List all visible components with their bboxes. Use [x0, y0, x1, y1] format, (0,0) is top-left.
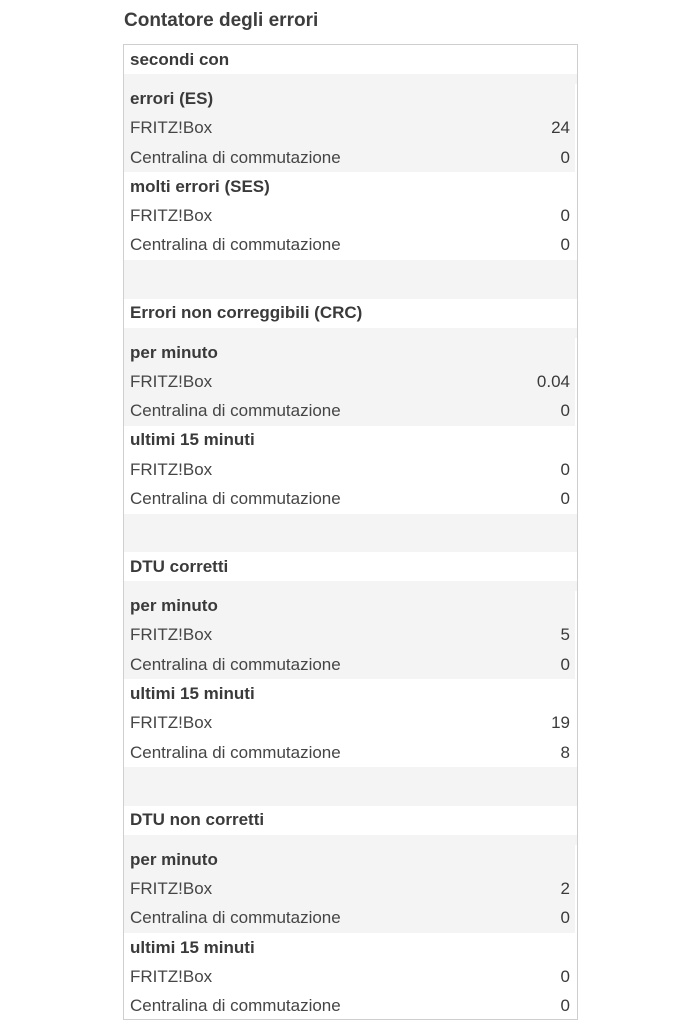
row-value: 0 — [560, 206, 570, 226]
subsection-last-15-min — [124, 679, 575, 708]
section-spacer — [124, 767, 577, 806]
table-row — [124, 904, 575, 933]
subsection-label: per minuto — [130, 342, 218, 362]
table-row — [124, 709, 575, 738]
table-row — [124, 367, 575, 396]
row-value: 0 — [560, 489, 570, 508]
subsection-per-minute — [124, 338, 575, 367]
subsection-label: ultimi 15 minuti — [130, 937, 255, 957]
section-spacer — [124, 514, 577, 553]
row-label: FRITZ!Box — [130, 713, 213, 733]
subsection-es — [124, 84, 575, 113]
row-label: Centralina di commutazione — [130, 908, 341, 928]
row-value: 0 — [560, 459, 570, 479]
table-row — [124, 114, 575, 143]
table-row — [124, 231, 575, 260]
divider — [124, 835, 577, 845]
section-title: DTU non corretti — [130, 810, 265, 830]
row-label: Centralina di commutazione — [130, 489, 341, 508]
subsection-per-minute — [124, 591, 575, 620]
section-header-secondi — [124, 45, 575, 74]
table-row — [124, 201, 575, 230]
subsection-label: ultimi 15 minuti — [130, 430, 255, 450]
section-title: Errori non correggibili (CRC) — [130, 303, 363, 323]
row-label: Centralina di commutazione — [130, 401, 341, 421]
row-value: 19 — [551, 713, 570, 733]
divider — [124, 74, 577, 84]
row-value: 0 — [560, 235, 570, 255]
row-label: FRITZ!Box — [130, 878, 213, 898]
section-title: DTU corretti — [130, 556, 229, 576]
table-row — [124, 455, 575, 484]
subsection-label: per minuto — [130, 849, 218, 869]
row-label: FRITZ!Box — [130, 625, 213, 645]
row-value: 0 — [560, 996, 570, 1016]
subsection-last-15-min — [124, 933, 575, 962]
subsection-label: per minuto — [130, 596, 218, 616]
row-label: FRITZ!Box — [130, 371, 213, 391]
table-row — [124, 874, 575, 903]
row-label: FRITZ!Box — [130, 118, 213, 138]
table-row — [124, 992, 575, 1021]
row-label: Centralina di commutazione — [130, 654, 341, 674]
row-value: 0 — [560, 908, 570, 928]
subsection-label: errori (ES) — [130, 88, 214, 108]
table-row — [124, 143, 575, 172]
row-value: 5 — [560, 625, 570, 645]
table-row — [124, 650, 575, 679]
section-header-dtu-corrected — [124, 552, 575, 581]
row-value: 2 — [560, 878, 570, 898]
row-label: FRITZ!Box — [130, 459, 213, 479]
row-value: 0 — [560, 401, 570, 421]
row-value: 0.04 — [536, 371, 570, 391]
row-label: Centralina di commutazione — [130, 235, 341, 255]
row-value: 0 — [560, 966, 570, 986]
section-spacer — [124, 260, 577, 299]
row-value: 8 — [560, 742, 570, 762]
page-title: Contatore degli errori — [124, 10, 319, 31]
error-counter-table — [123, 44, 578, 1020]
subsection-ses — [124, 172, 575, 201]
row-value: 24 — [551, 118, 570, 138]
section-header-crc — [124, 299, 575, 328]
row-label: Centralina di commutazione — [130, 996, 341, 1016]
table-row — [124, 396, 575, 425]
row-label: Centralina di commutazione — [130, 147, 341, 167]
table-row — [124, 484, 575, 513]
row-label: Centralina di commutazione — [130, 742, 341, 762]
divider — [124, 328, 577, 338]
row-label: FRITZ!Box — [130, 206, 213, 226]
row-label: FRITZ!Box — [130, 966, 213, 986]
section-header-dtu-uncorrected — [124, 806, 575, 835]
divider — [124, 581, 577, 591]
table-row — [124, 962, 575, 991]
section-title: secondi con — [130, 49, 230, 69]
row-value: 0 — [560, 147, 570, 167]
table-row — [124, 621, 575, 650]
subsection-label: ultimi 15 minuti — [130, 683, 255, 703]
row-value: 0 — [560, 654, 570, 674]
subsection-last-15-min — [124, 426, 575, 455]
table-row — [124, 738, 575, 767]
subsection-per-minute — [124, 845, 575, 874]
subsection-label: molti errori (SES) — [130, 176, 270, 196]
